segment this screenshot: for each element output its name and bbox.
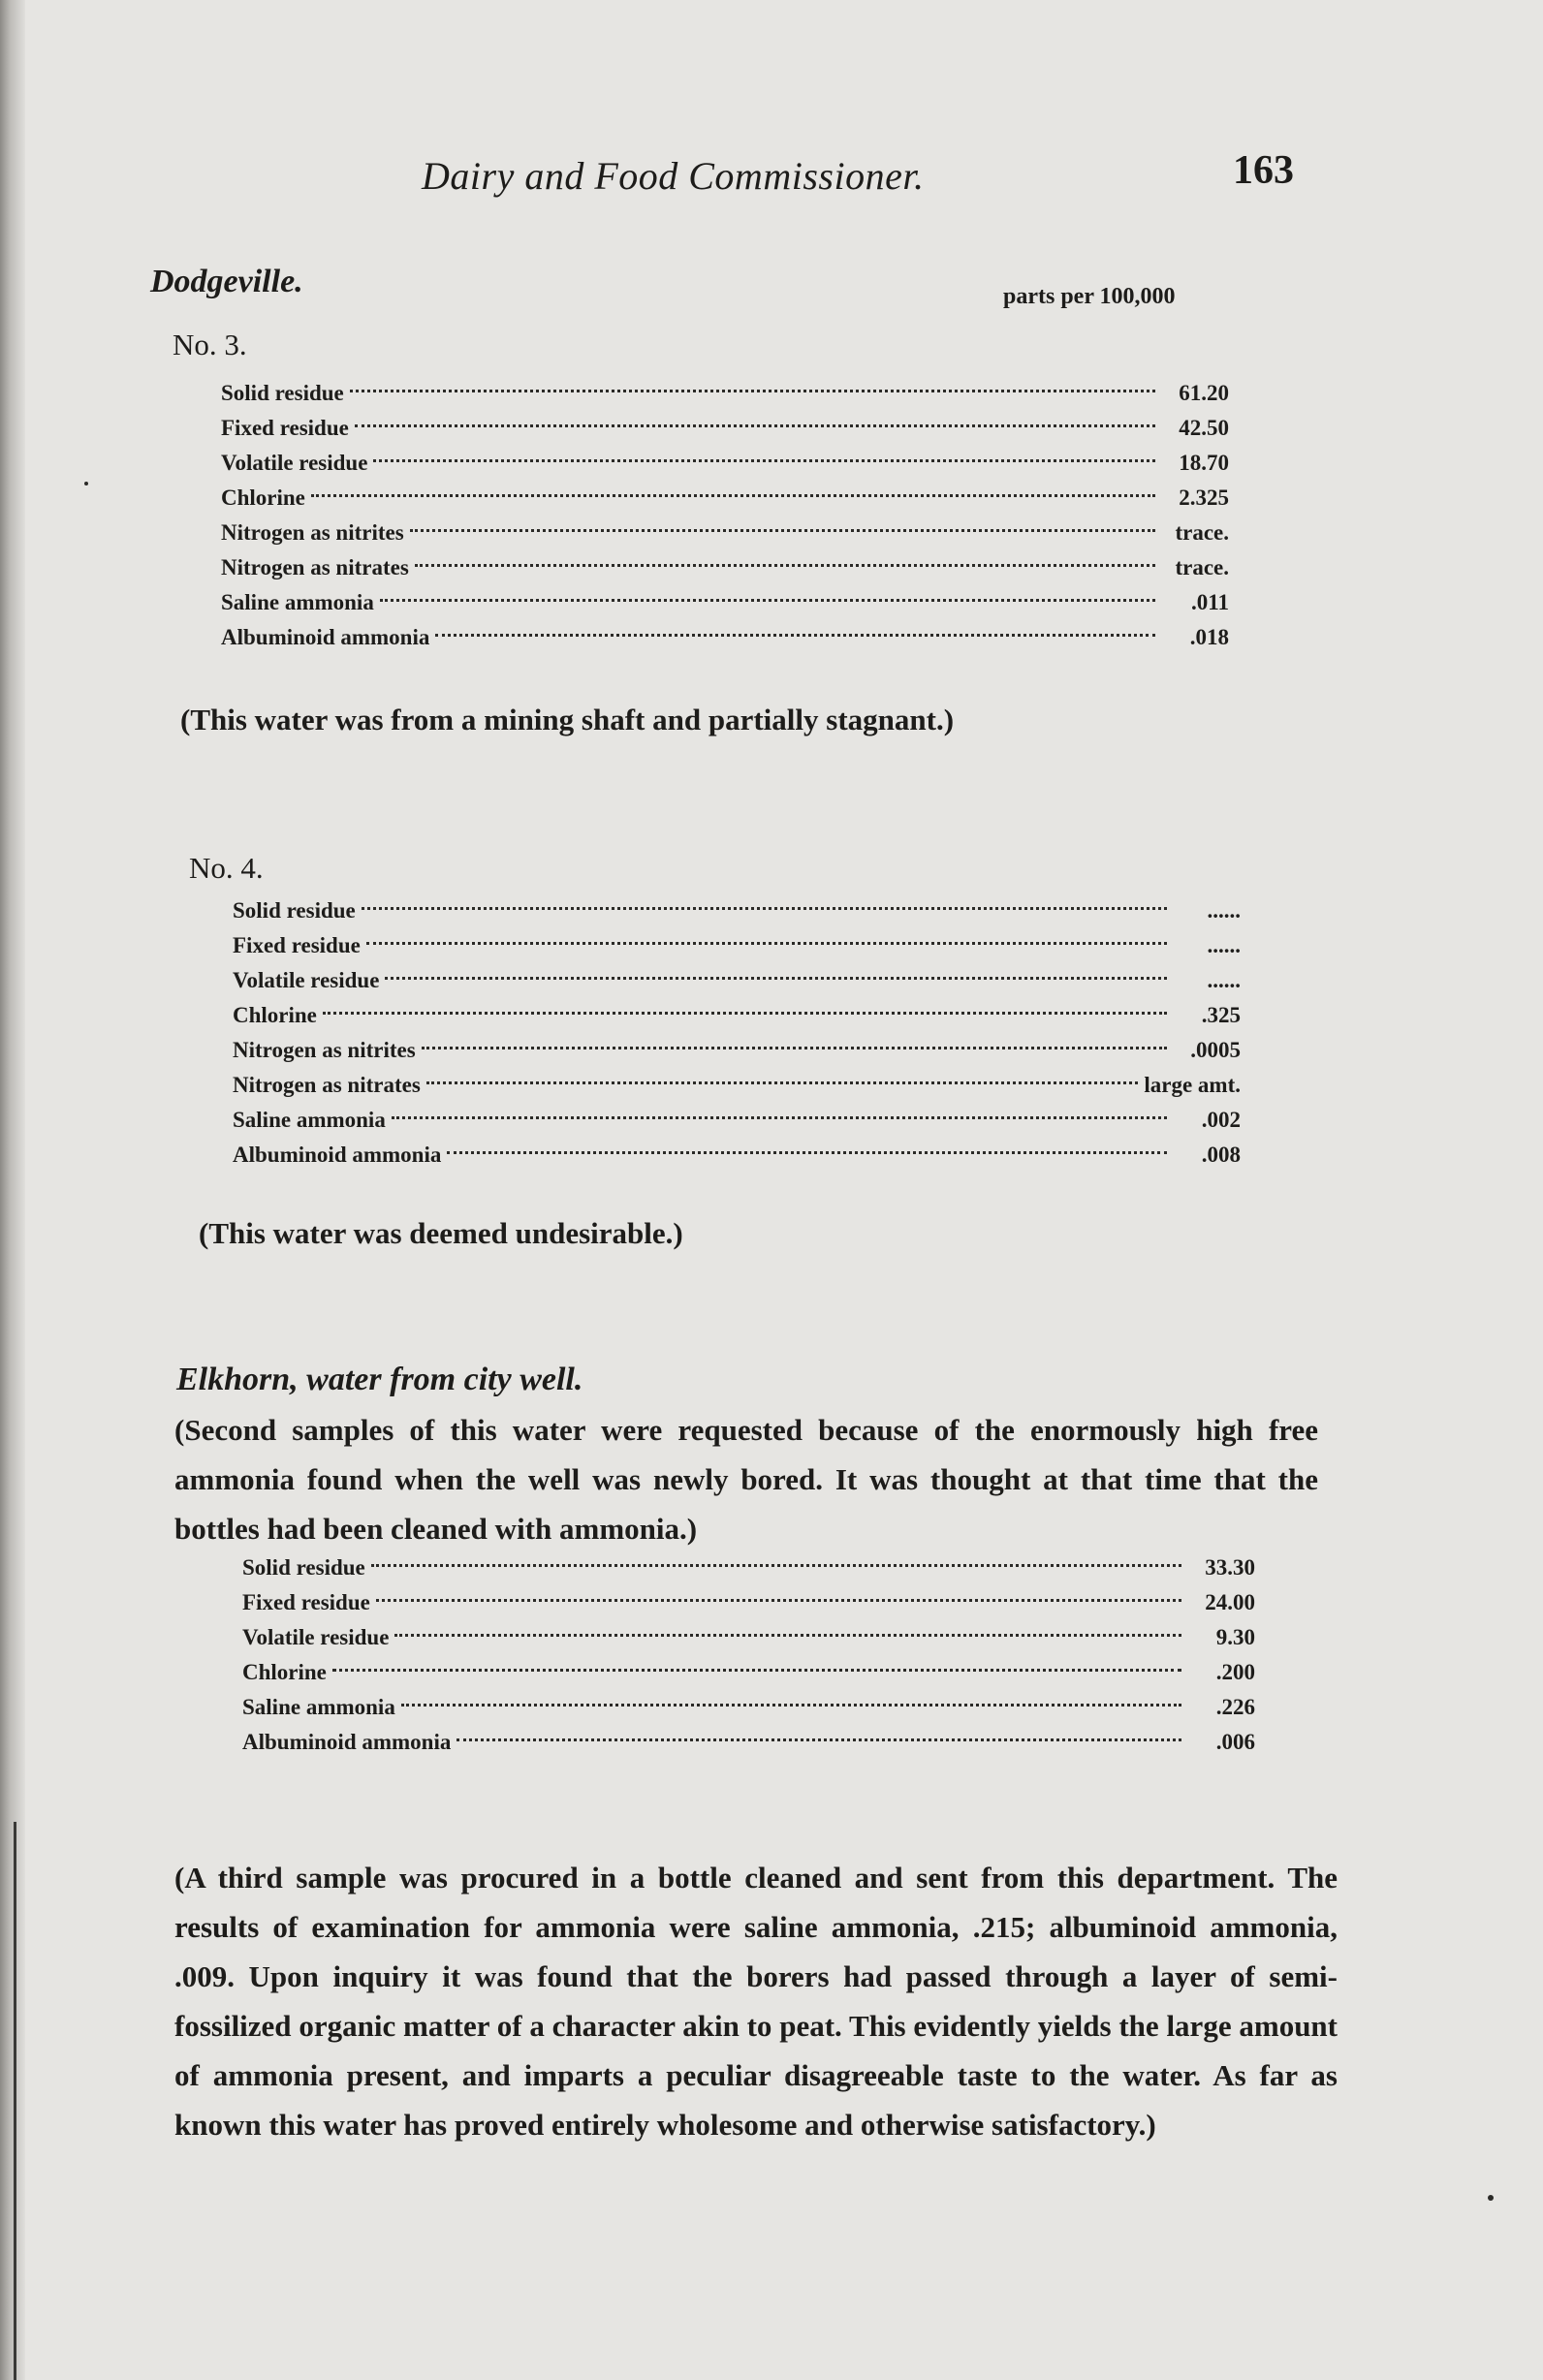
section-heading-elkhorn: Elkhorn, water from city well.	[176, 1362, 583, 1397]
leader-dots	[371, 1564, 1181, 1567]
row-name: Volatile residue	[242, 1625, 390, 1649]
row-value: .018	[1189, 625, 1229, 649]
page-number: 163	[1233, 148, 1294, 193]
analysis-table-no3	[221, 376, 1229, 655]
table-row	[221, 446, 1229, 481]
table-row	[233, 963, 1241, 998]
units-label: parts per 100,000	[1003, 284, 1176, 309]
row-value: 42.50	[1179, 416, 1229, 440]
ink-speck	[1488, 2195, 1494, 2201]
table-row	[233, 1033, 1241, 1068]
leader-dots	[350, 390, 1155, 392]
leader-dots	[392, 1116, 1167, 1119]
row-value: trace.	[1175, 555, 1229, 579]
table-row	[221, 550, 1229, 585]
leader-dots	[323, 1012, 1167, 1015]
sample-label-no3: No. 3.	[173, 328, 247, 361]
row-value: large amt.	[1144, 1073, 1241, 1097]
table-row	[233, 998, 1241, 1033]
row-value: 33.30	[1205, 1555, 1255, 1580]
table-row	[242, 1655, 1255, 1690]
leader-dots	[401, 1704, 1181, 1707]
table-row	[233, 893, 1241, 928]
table-row	[221, 411, 1229, 446]
row-value: .200	[1215, 1660, 1255, 1684]
leader-dots	[385, 977, 1167, 980]
leader-dots	[311, 494, 1155, 497]
row-value: .0005	[1190, 1038, 1241, 1062]
row-name: Solid residue	[233, 898, 356, 923]
row-name: Fixed residue	[233, 933, 361, 957]
table-row	[233, 928, 1241, 963]
leader-dots	[373, 459, 1155, 462]
row-name: Volatile residue	[221, 451, 368, 475]
row-name: Nitrogen as nitrates	[233, 1073, 421, 1097]
analysis-table-no4	[233, 893, 1241, 1173]
binding-edge	[0, 0, 25, 2380]
leader-dots	[457, 1738, 1181, 1741]
row-value: .011	[1191, 590, 1229, 614]
table-row	[221, 376, 1229, 411]
row-name: Saline ammonia	[233, 1108, 386, 1132]
section-heading-dodgeville: Dodgeville.	[150, 264, 303, 299]
table-row	[233, 1103, 1241, 1138]
table-row	[233, 1068, 1241, 1103]
row-name: Chlorine	[242, 1660, 327, 1684]
table-row	[242, 1550, 1255, 1585]
row-name: Nitrogen as nitrates	[221, 555, 409, 579]
row-value: trace.	[1175, 520, 1229, 545]
row-value: .002	[1201, 1108, 1241, 1132]
leader-dots	[426, 1081, 1139, 1084]
row-name: Albuminoid ammonia	[233, 1143, 442, 1167]
leader-dots	[410, 529, 1155, 532]
row-name: Chlorine	[221, 485, 305, 510]
row-name: Solid residue	[221, 381, 344, 405]
leader-dots	[332, 1669, 1181, 1672]
row-name: Albuminoid ammonia	[242, 1730, 452, 1754]
table-row	[221, 585, 1229, 620]
binding-line	[14, 1822, 16, 2380]
row-name: Solid residue	[242, 1555, 365, 1580]
row-name: Saline ammonia	[221, 590, 374, 614]
row-value: 9.30	[1215, 1625, 1255, 1649]
running-title: Dairy and Food Commissioner.	[422, 154, 925, 198]
leader-dots	[394, 1634, 1181, 1637]
row-value: .006	[1215, 1730, 1255, 1754]
row-name: Volatile residue	[233, 968, 380, 992]
note-no4: (This water was deemed undesirable.)	[199, 1216, 683, 1250]
analysis-table-elkhorn	[242, 1550, 1255, 1760]
leader-dots	[447, 1151, 1167, 1154]
note-no3: (This water was from a mining shaft and partially stagnant.)	[180, 703, 955, 736]
row-name: Nitrogen as nitrites	[233, 1038, 416, 1062]
row-value: .325	[1201, 1003, 1241, 1027]
row-name: Saline ammonia	[242, 1695, 395, 1719]
table-row	[221, 516, 1229, 550]
table-row	[233, 1138, 1241, 1173]
leader-dots	[362, 907, 1167, 910]
leader-dots	[422, 1047, 1167, 1049]
elkhorn-closing-paragraph: (A third sample was procured in a bottle cleaned and sent from this department. The results of examination for ammonia were saline ammonia, .215; albuminoid ammonia, .009. Upon inquiry it was found that the borers had passed through a layer of semi-fossilized organic matter of a character akin to peat. This evidently yields the large amount of ammonia present, and imparts a peculiar disagreeable taste to the water. As far as known this water has proved entirely wholesome and otherwise satisfactory.)	[174, 1861, 1338, 2142]
table-row	[221, 620, 1229, 655]
leader-dots	[366, 942, 1167, 945]
row-value: ......	[1207, 968, 1241, 992]
row-name: Fixed residue	[242, 1590, 370, 1614]
row-value: .226	[1215, 1695, 1255, 1719]
row-value: 61.20	[1179, 381, 1229, 405]
row-name: Albuminoid ammonia	[221, 625, 430, 649]
row-value: ......	[1207, 933, 1241, 957]
leader-dots	[376, 1599, 1181, 1602]
table-row	[242, 1585, 1255, 1620]
ink-speck	[84, 482, 88, 485]
row-value: 18.70	[1179, 451, 1229, 475]
table-row	[242, 1690, 1255, 1725]
leader-dots	[435, 634, 1155, 637]
leader-dots	[380, 599, 1155, 602]
row-value: ......	[1207, 898, 1241, 923]
leader-dots	[355, 424, 1155, 427]
sample-label-no4: No. 4.	[189, 851, 264, 885]
table-row	[221, 481, 1229, 516]
row-name: Fixed residue	[221, 416, 349, 440]
row-value: 24.00	[1205, 1590, 1255, 1614]
row-value: 2.325	[1179, 485, 1229, 510]
table-row	[242, 1725, 1255, 1760]
elkhorn-intro-paragraph: (Second samples of this water were requested because of the enormously high free ammonia found when the well was newly bored. It was thought at that time that the bottles had been cleaned with ammonia.)	[174, 1413, 1318, 1546]
leader-dots	[415, 564, 1155, 567]
row-value: .008	[1201, 1143, 1241, 1167]
table-row	[242, 1620, 1255, 1655]
row-name: Chlorine	[233, 1003, 317, 1027]
row-name: Nitrogen as nitrites	[221, 520, 404, 545]
